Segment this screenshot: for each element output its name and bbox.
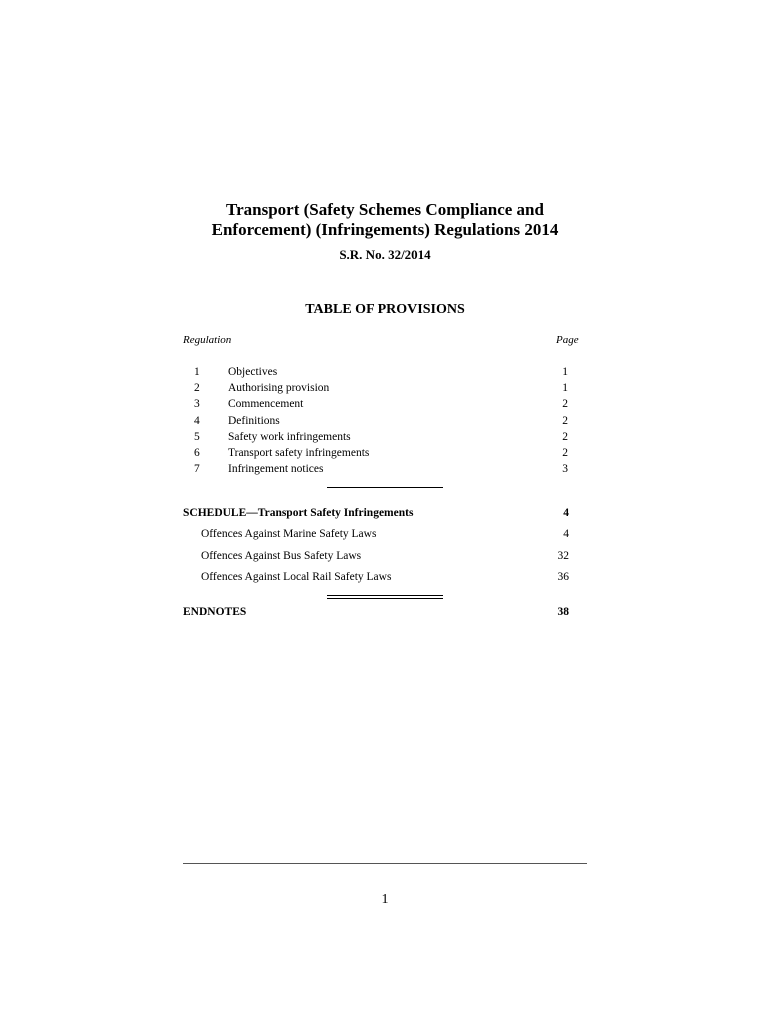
regulation-number: 1 bbox=[194, 366, 200, 378]
column-header-regulation: Regulation bbox=[183, 334, 232, 346]
regulation-number: 3 bbox=[194, 398, 200, 411]
regulation-number: 5 bbox=[194, 430, 200, 443]
title-line-2: Enforcement) (Infringements) Regulations 2014 bbox=[211, 220, 559, 239]
regulation-number: 4 bbox=[194, 414, 200, 427]
regulation-page: 2 bbox=[562, 446, 568, 459]
regulation-page: 3 bbox=[562, 463, 568, 476]
regulation-number: 2 bbox=[194, 382, 200, 395]
regulation-page: 1 bbox=[562, 366, 568, 378]
toc-entry bbox=[183, 413, 577, 429]
regulation-title: Infringement notices bbox=[228, 463, 324, 476]
regulation-title: Definitions bbox=[228, 414, 280, 427]
schedule-item-title: Offences Against Marine Safety Laws bbox=[201, 528, 377, 540]
regulation-number: 7 bbox=[194, 463, 200, 476]
schedule-item-page: 4 bbox=[563, 528, 569, 540]
column-header-page: Page bbox=[556, 334, 579, 346]
schedule-item-title: Offences Against Local Rail Safety Laws bbox=[201, 571, 392, 583]
statutory-rule-number: S.R. No. 32/2014 bbox=[339, 247, 431, 262]
regulation-title: Objectives bbox=[228, 366, 278, 378]
regulation-title: Safety work infringements bbox=[228, 430, 351, 443]
toc-heading: TABLE OF PROVISIONS bbox=[305, 302, 465, 317]
toc-entry bbox=[183, 461, 577, 477]
endnotes-title: ENDNOTES bbox=[183, 606, 247, 618]
schedule-title: SCHEDULE—Transport Safety Infringements bbox=[183, 507, 414, 519]
section-divider bbox=[327, 487, 443, 488]
toc-entry bbox=[183, 380, 577, 396]
toc-entry bbox=[183, 445, 577, 461]
double-divider bbox=[327, 595, 443, 599]
regulation-title: Transport safety infringements bbox=[228, 446, 370, 459]
endnotes-page: 38 bbox=[557, 606, 569, 618]
schedule-item-title: Offences Against Bus Safety Laws bbox=[201, 550, 362, 562]
schedule-item-page: 32 bbox=[557, 550, 569, 562]
regulation-page: 2 bbox=[562, 398, 568, 411]
schedule-page: 4 bbox=[563, 507, 569, 519]
regulation-list bbox=[183, 364, 577, 477]
regulation-title: Authorising provision bbox=[228, 382, 330, 395]
regulation-number: 6 bbox=[194, 446, 200, 459]
schedule-item-page: 36 bbox=[557, 571, 569, 583]
toc-entry bbox=[183, 429, 577, 445]
page-number: 1 bbox=[381, 892, 389, 907]
regulation-page: 1 bbox=[562, 382, 568, 395]
title-line-1: Transport (Safety Schemes Compliance and bbox=[226, 200, 544, 219]
toc-entry bbox=[183, 364, 577, 380]
footer-rule bbox=[183, 863, 587, 864]
toc-entry bbox=[183, 396, 577, 412]
regulation-page: 2 bbox=[562, 430, 568, 443]
document-title bbox=[0, 200, 770, 240]
regulation-page: 2 bbox=[562, 414, 568, 427]
regulation-title: Commencement bbox=[228, 398, 304, 411]
